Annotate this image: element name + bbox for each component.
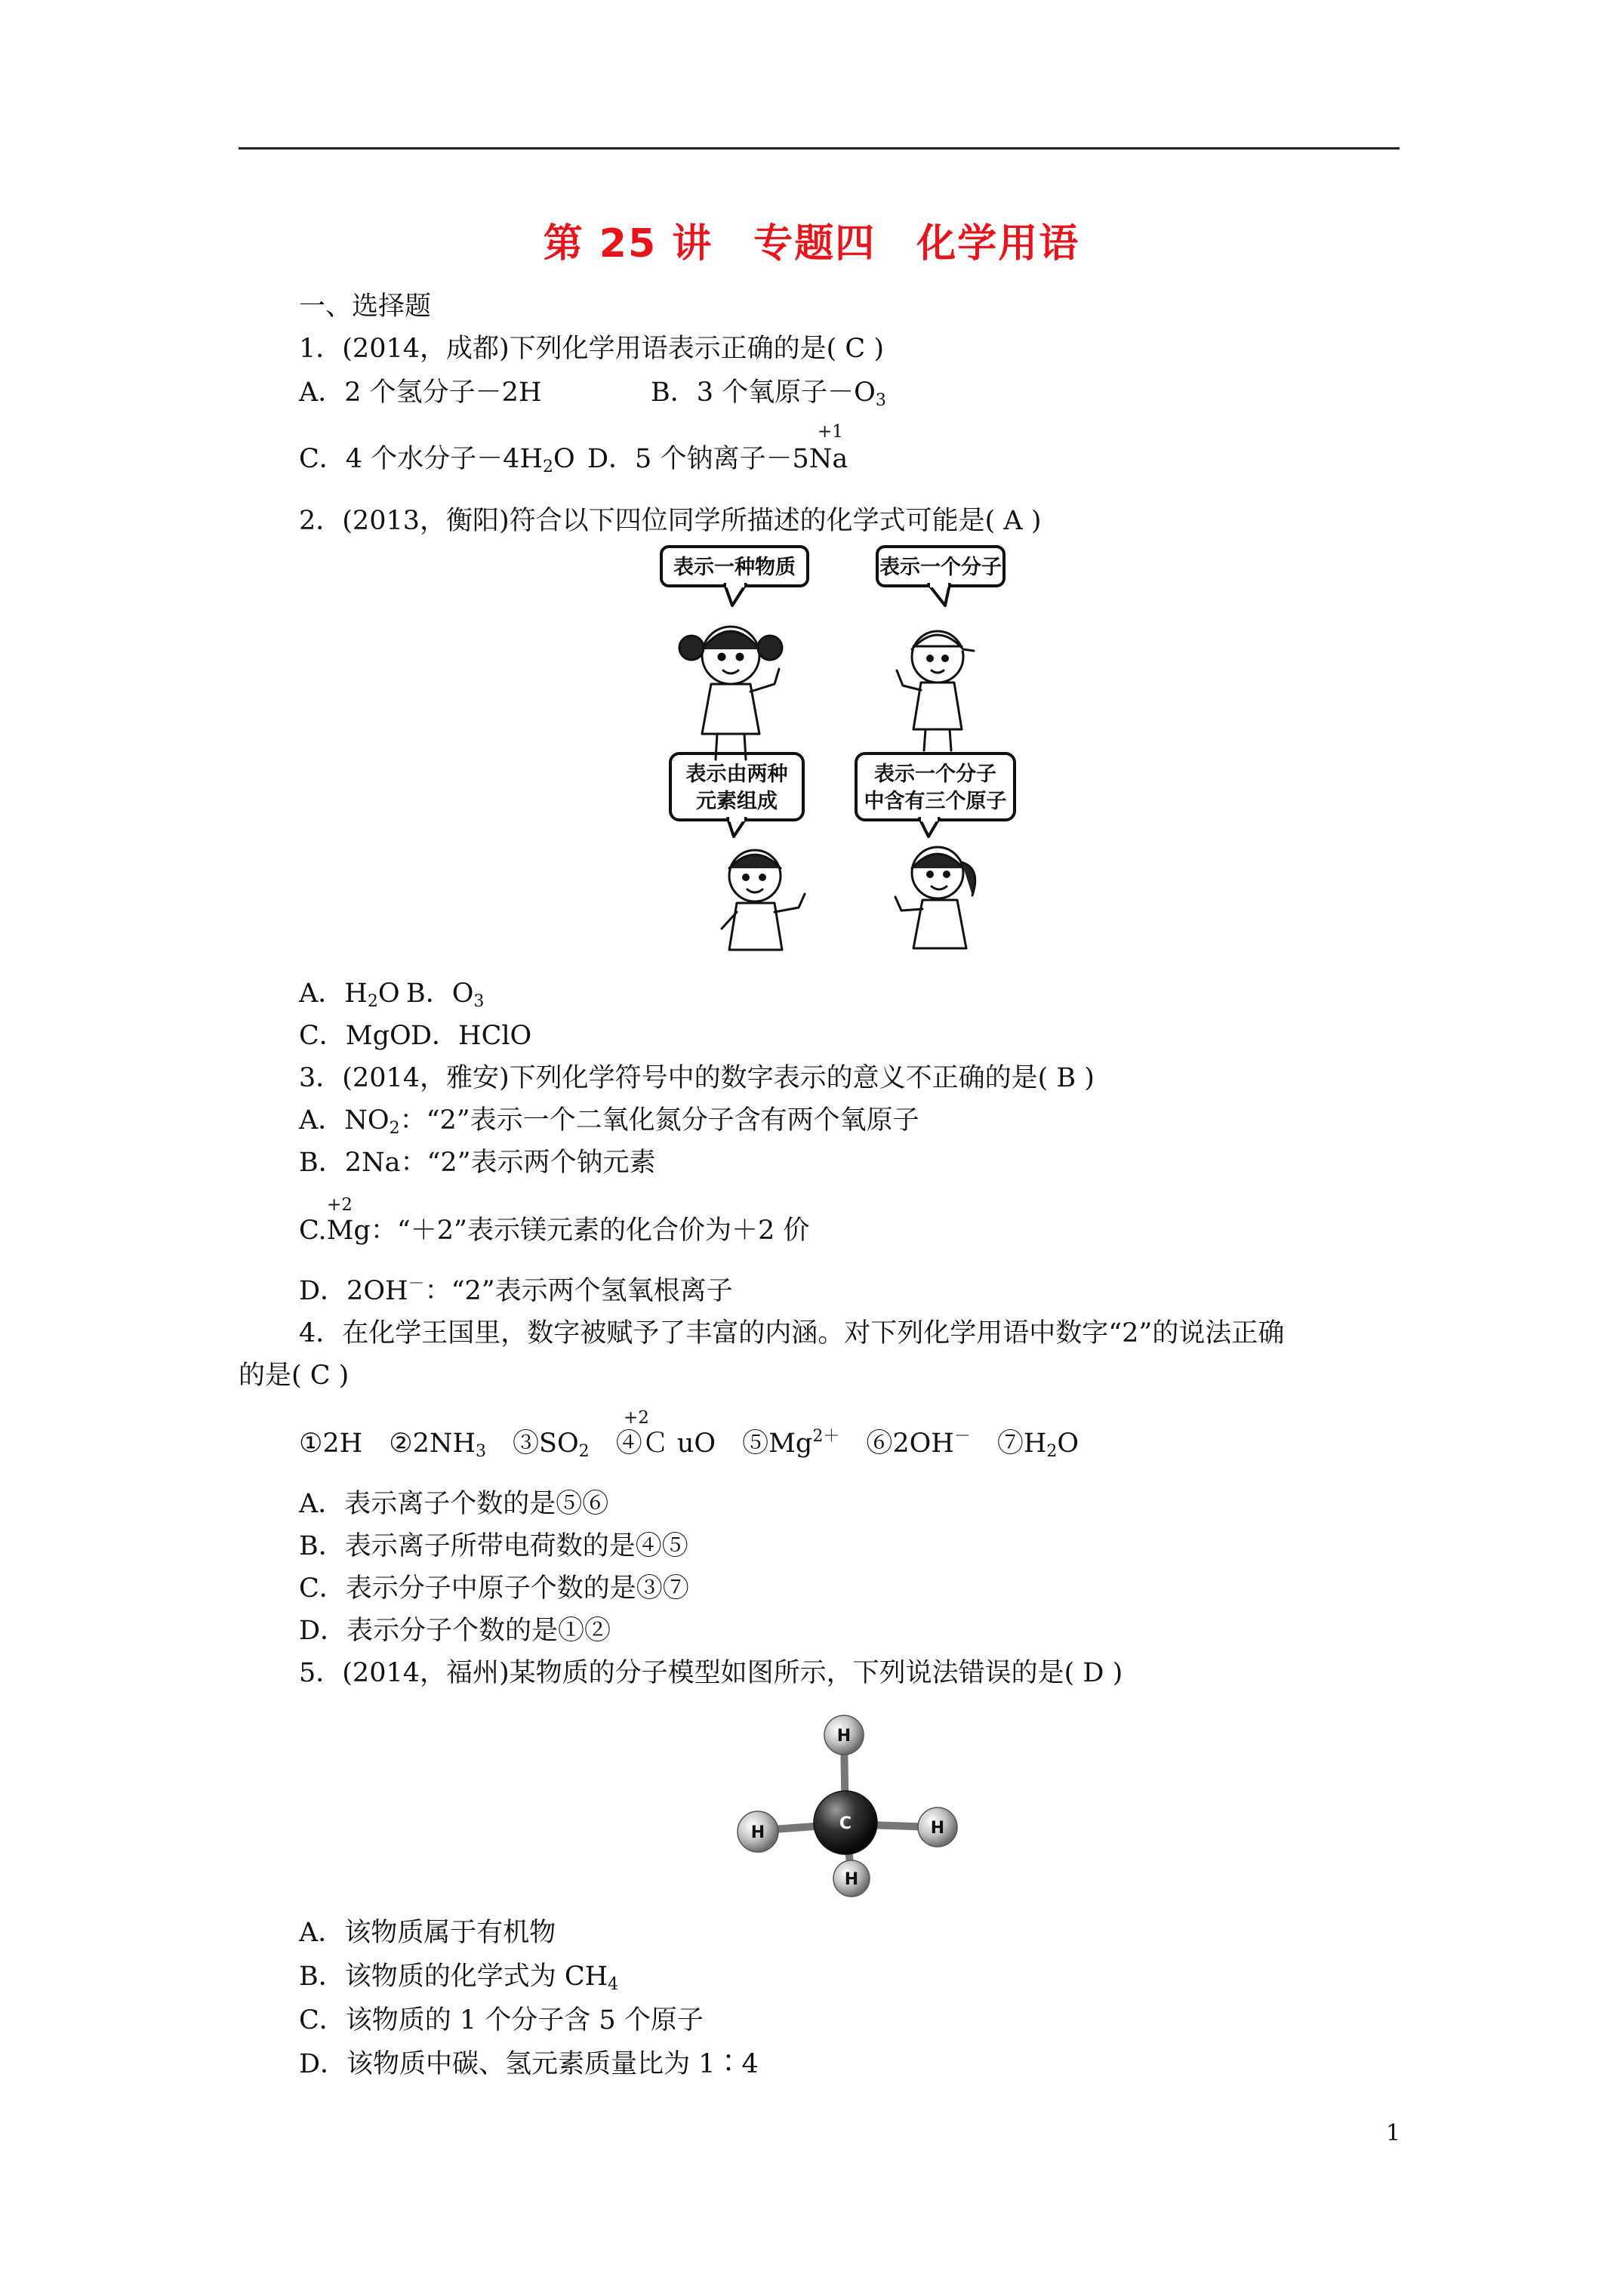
hydrogen-atom-top xyxy=(824,1715,864,1755)
speech-bubble xyxy=(877,547,1004,606)
q2-option-a: A．$H_2O$ xyxy=(299,978,400,1011)
bubble-text: 中含有三个原子 xyxy=(864,790,1007,813)
q1-option-c: C．4 个水分子$-4H_2O$ xyxy=(299,444,575,476)
q4-stem-line1: 4．在化学王国里，数字被赋予了丰富的内涵。对下列化学用语中数字“2”的说法正确 xyxy=(299,1318,1285,1348)
section-heading: 一、选择题 xyxy=(299,291,432,322)
speech-bubble xyxy=(856,754,1015,837)
boy-student-figure xyxy=(722,850,805,950)
q2-students-figure xyxy=(649,536,1042,966)
page-number: 1 xyxy=(1386,2120,1401,2147)
hydrogen-atom-left xyxy=(738,1811,778,1852)
q4-option-c: C．表示分子中原子个数的是③⑦ xyxy=(299,1573,689,1604)
page-title: 第 25 讲 专题四 化学用语 xyxy=(543,221,1080,267)
methane-molecule-model xyxy=(725,1706,966,1903)
q4-option-a: A．表示离子个数的是⑤⑥ xyxy=(299,1489,609,1519)
q4-item-7: $⑦H_2O$ xyxy=(996,1428,1079,1461)
q3-valence-mark: +2 xyxy=(327,1195,353,1215)
q2-option-c: C．MgO xyxy=(299,1021,411,1051)
header-rule xyxy=(239,147,1400,149)
hydrogen-atom-right xyxy=(918,1808,957,1847)
svg-text:H: H xyxy=(844,1870,859,1889)
q3-stem: 3．(2014，雅安)下列化学符号中的数字表示的意义不正确的是( B ) xyxy=(299,1063,1095,1093)
q4-stem-line2: 的是( C ) xyxy=(239,1361,350,1391)
boy-with-cap-figure xyxy=(897,631,974,750)
q3-option-b: B．2Na：“2”表示两个钠元素 xyxy=(299,1148,656,1178)
q4-item-3: $③SO_2$ xyxy=(513,1428,590,1461)
girl-ponytail-figure xyxy=(895,847,975,948)
q4-valence-mark: +2 xyxy=(624,1408,649,1428)
svg-text:H: H xyxy=(750,1823,765,1842)
bubble-text: 表示一种物质 xyxy=(673,556,796,579)
q4-option-b: B．表示离子所带电荷数的是④⑤ xyxy=(299,1531,688,1561)
speech-bubble xyxy=(670,754,803,837)
q2-option-d: D．HClO xyxy=(411,1021,532,1051)
q5-option-d: D．该物质中碳、氢元素质量比为 1∶4 xyxy=(299,2049,759,2079)
q2-option-b: B．$O_3$ xyxy=(406,978,485,1011)
q5-option-a: A．该物质属于有机物 xyxy=(299,1918,556,1948)
carbon-atom xyxy=(814,1791,877,1854)
speech-bubble xyxy=(661,547,808,606)
q4-item-6: ⑥2OH－ xyxy=(866,1427,971,1459)
bubble-text: 元素组成 xyxy=(696,790,778,813)
q1-valence-mark: +1 xyxy=(818,422,843,442)
bubble-text: 表示一个分子 xyxy=(879,556,1002,579)
q4-item-4: ④Ｃ uO xyxy=(615,1428,716,1459)
q1-option-b: B．3 个氧原子$-O_3$ xyxy=(651,378,886,410)
q4-item-5: $⑤Mg^{2+}$ xyxy=(742,1427,840,1459)
q5-stem: 5．(2014，福州)某物质的分子模型如图所示，下列说法错误的是( D ) xyxy=(299,1658,1123,1688)
q1-stem: 1．(2014，成都)下列化学用语表示正确的是( C ) xyxy=(299,334,884,364)
hydrogen-atom-bottom xyxy=(833,1860,870,1897)
girl-student-figure xyxy=(679,627,782,760)
svg-text:C: C xyxy=(839,1814,852,1833)
q3-option-a: A．$NO_2$：“2”表示一个二氧化氮分子含有两个氧原子 xyxy=(299,1105,919,1138)
q4-option-d: D．表示分子个数的是①② xyxy=(299,1616,611,1646)
q4-item-2: $②2NH_3$ xyxy=(389,1428,486,1461)
q4-item-1: ①2H xyxy=(299,1428,363,1459)
q4-items xyxy=(299,1427,1079,1460)
svg-text:H: H xyxy=(930,1819,945,1838)
bubble-text: 表示一个分子 xyxy=(874,763,996,786)
q3-option-c: C.Mg：“＋2”表示镁元素的化合价为＋2 价 xyxy=(299,1216,810,1246)
q3-option-d: D．2OH－：“2”表示两个氢氧根离子 xyxy=(299,1274,733,1306)
bubble-text: 表示由两种 xyxy=(685,763,788,786)
q1-option-d: D．5 个钠离子－5Na xyxy=(587,444,848,474)
q5-option-c: C．该物质的 1 个分子含 5 个原子 xyxy=(299,2005,704,2036)
q5-option-b: B．该物质的化学式为 $CH_4$ xyxy=(299,1962,619,1994)
svg-text:H: H xyxy=(836,1727,852,1746)
q2-stem: 2．(2013，衡阳)符合以下四位同学所描述的化学式可能是( A ) xyxy=(299,506,1042,536)
q1-option-a: A．2 个氢分子－2H xyxy=(299,378,542,408)
